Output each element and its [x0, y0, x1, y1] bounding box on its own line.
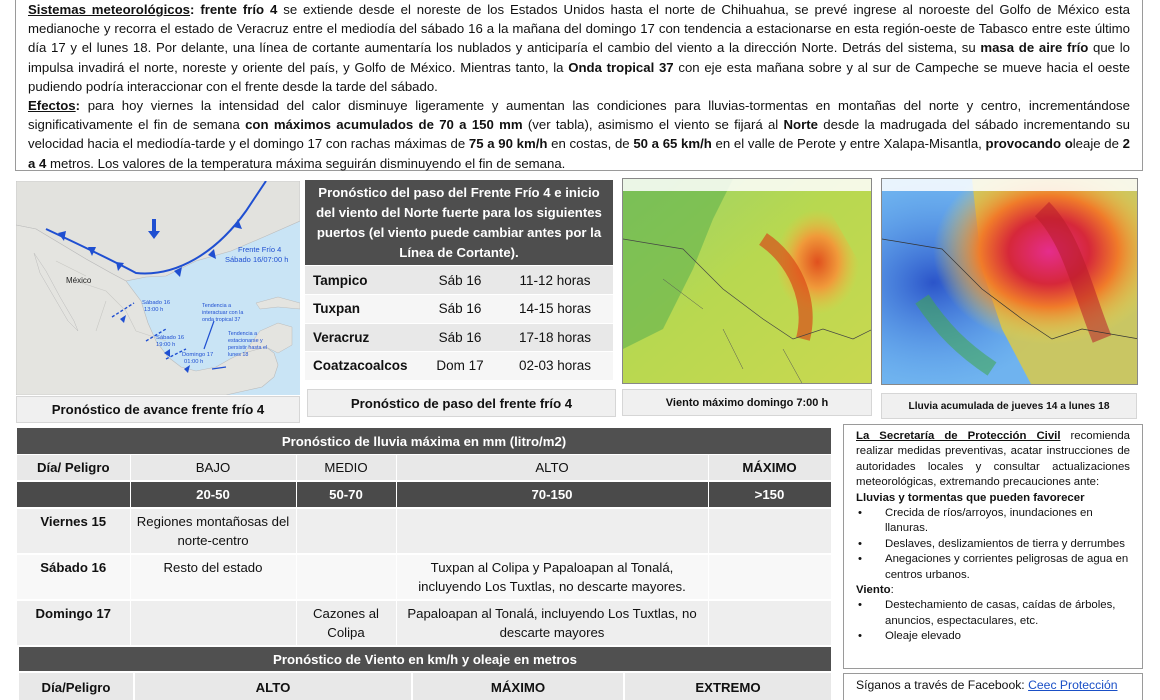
- svg-text:onda tropical 37: onda tropical 37: [202, 317, 241, 323]
- svg-text:13:00 h: 13:00 h: [144, 307, 164, 313]
- ports-row: Tuxpan Sáb 16 14-15 horas: [305, 295, 613, 324]
- facebook-footer: [843, 673, 1143, 700]
- svg-text:Frente Frío 4: Frente Frío 4: [238, 245, 282, 254]
- rain-table-range-row: 20-50 50-70 70-150 >150: [17, 481, 831, 508]
- ports-header: Pronóstico del paso del Frente Frío 4 e inicio del viento del Norte fuerte para los siguientes puertos (el viento puede cambiar antes por la Línea de Cortante).: [305, 180, 613, 265]
- facebook-link[interactable]: Ceec Protección: [1028, 678, 1118, 692]
- rain-table-row: Domingo 17 Cazones al Colipa Papaloapan al Tonalá, incluyendo Los Tuxtlas, no descarte mayores: [17, 600, 831, 646]
- svg-text:19:00 h: 19:00 h: [156, 342, 176, 348]
- synopsis-box: [15, 0, 1143, 171]
- wind-hazards-list: [856, 598, 1130, 644]
- list-item: • Anegaciones y corrientes peligrosas de agua en centros urbanos.: [856, 552, 1130, 583]
- rain-model-header-strip: [882, 179, 1137, 191]
- rain-model-map: [881, 178, 1138, 385]
- wind-table-title: Pronóstico de Viento en km/h y oleaje en metros: [19, 647, 831, 671]
- svg-text:Sábado 16/07:00 h: Sábado 16/07:00 h: [225, 255, 289, 264]
- wind-header-cell: EXTREMO: [625, 673, 831, 700]
- wind-header-cell: Día/Peligro: [19, 673, 135, 700]
- svg-text:Tendencia a: Tendencia a: [228, 331, 258, 337]
- svg-text:persistir hasta el: persistir hasta el: [228, 345, 268, 351]
- civil-protection-lead: La Secretaría de Protección Civil recomienda realizar medidas preventivas, acatar instrucciones de autoridades locales y consultar actualizaciones meteorológicas, extremando precauciones ante:: [856, 430, 1130, 489]
- svg-text:Tendencia a: Tendencia a: [202, 303, 232, 309]
- rain-model-graphic: [882, 179, 1138, 385]
- synopsis-effects: Efectos: para hoy viernes la intensidad del calor disminuye ligeramente y aumentan las condiciones para lluvias-tormentas en montañas del norte y centro, incrementándose significativamente el fin de semana con máximos acumulados de 70 a 150 mm (ver tabla), asimismo el viento se fijará al Norte desde la madrugada del sábado incrementando su velocidad hacia el mediodía-tarde y el domingo 17 con rachas máximas de 75 a 90 km/h en costas, de 50 a 65 km/h en el valle de Perote y entre Xalapa-Misantla, provocando oleaje de 2 a 4 metros. Los valores de la temperatura máxima seguirán disminuyendo el fin de semana.: [28, 98, 1131, 171]
- ports-table: [305, 266, 613, 381]
- svg-text:Sábado 16: Sábado 16: [142, 300, 171, 306]
- rain-table-title: Pronóstico de lluvia máxima en mm (litro/m2): [17, 428, 831, 454]
- rain-hazards-list: [856, 506, 1130, 583]
- wind-table-header-row: [19, 673, 831, 700]
- wind-header-cell: MÁXIMO: [413, 673, 625, 700]
- wind-model-map: [622, 178, 872, 384]
- rain-table: [17, 455, 832, 647]
- ports-row: Veracruz Sáb 16 17-18 horas: [305, 323, 613, 352]
- list-item: • Destechamiento de casas, caídas de árboles, anuncios, espectaculares, etc.: [856, 598, 1130, 629]
- rain-table-row: Sábado 16 Resto del estado Tuxpan al Colipa y Papaloapan al Tonalá, incluyendo Los Tuxtlas, no descarte mayores.: [17, 554, 831, 600]
- facebook-prefix: Síganos a través de Facebook:: [856, 678, 1029, 692]
- rain-model-caption: Lluvia acumulada de jueves 14 a lunes 18: [881, 393, 1137, 419]
- svg-text:estacionarse y: estacionarse y: [228, 338, 263, 344]
- ports-caption: Pronóstico de paso del frente frío 4: [307, 389, 616, 417]
- wind-hazards-heading: Viento:: [856, 584, 894, 597]
- svg-text:01:00 h: 01:00 h: [184, 359, 204, 365]
- list-item: • Crecida de ríos/arroyos, inundaciones en llanuras.: [856, 506, 1130, 537]
- svg-text:lunes 18: lunes 18: [228, 352, 249, 358]
- map-caption: Pronóstico de avance frente frío 4: [16, 396, 300, 423]
- svg-text:Sábado 16: Sábado 16: [156, 335, 185, 341]
- svg-text:Domingo 17: Domingo 17: [182, 352, 214, 358]
- ports-row: Tampico Sáb 16 11-12 horas: [305, 266, 613, 295]
- list-item: • Deslaves, deslizamientos de tierra y derrumbes: [856, 537, 1130, 552]
- ports-row: Coatzacoalcos Dom 17 02-03 horas: [305, 352, 613, 381]
- wind-model-caption: Viento máximo domingo 7:00 h: [622, 389, 872, 416]
- wind-header-cell: ALTO: [135, 673, 413, 700]
- list-item: • Oleaje elevado: [856, 629, 1130, 644]
- wind-model-graphic: [623, 179, 872, 384]
- rain-hazards-heading: Lluvias y tormentas que pueden favorecer: [856, 491, 1085, 504]
- wind-model-header-strip: [623, 179, 871, 191]
- svg-text:México: México: [66, 276, 92, 285]
- svg-text:interactuar con la: interactuar con la: [202, 310, 244, 316]
- front-map-graphic: [16, 181, 300, 395]
- rain-table-header-row: Día/ Peligro BAJO MEDIO ALTO MÁXIMO: [17, 455, 831, 481]
- civil-protection-box: [843, 424, 1143, 669]
- synopsis-systems: Sistemas meteorológicos: frente frío 4 se extiende desde el noreste de los Estados Unidos hasta el norte de Chihuahua, se prevé ingrese al noroeste del Golfo de México esta medianoche y recorra el estado de Veracruz entre el mediodía del sábado 16 a la mañana del domingo 17 con tendencia a estacionarse en esta región-oeste de Tabasco entre este último día 17 y el lunes 18. Por delante, una línea de cortante aumentaría los nublados y anticiparía el cambio del viento a la dirección Norte. Detrás del sistema, su masa de aire frío que lo impulsa invadirá el norte, noreste y oriente del país, y Golfo de México. Mientras tanto, la Onda tropical 37 con eje esta mañana sobre y al sur de Campeche se mueve hacia el oeste pudiendo podría interaccionar con el frente desde la tarde del sábado.: [28, 2, 1130, 94]
- front-forecast-map: [16, 181, 300, 395]
- rain-table-row: Viernes 15 Regiones montañosas del norte-centro: [17, 508, 831, 554]
